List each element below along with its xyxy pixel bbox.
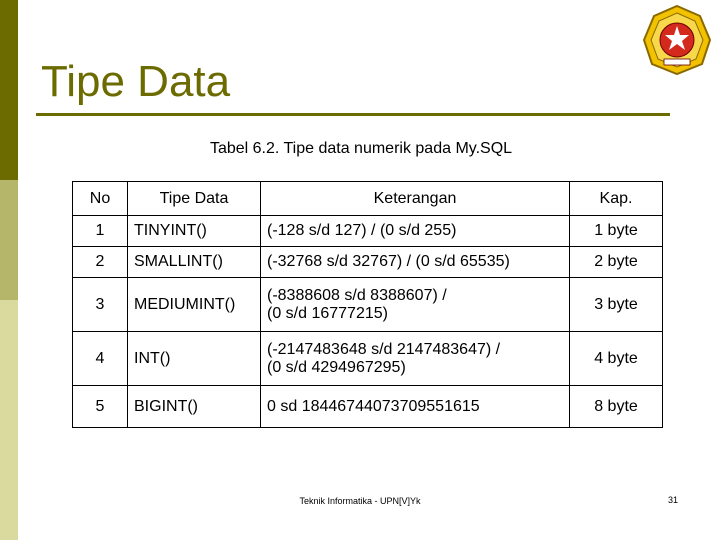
cell-capacity: 2 byte (570, 247, 663, 278)
header-type: Tipe Data (128, 182, 261, 216)
cell-description-line-1: (-2147483648 s/d 2147483647) / (267, 340, 501, 358)
numeric-type-table (72, 181, 663, 428)
cell-type: SMALLINT() (128, 247, 261, 278)
cell-no: 4 (73, 332, 128, 386)
table-row (73, 386, 663, 428)
table-row (73, 216, 663, 247)
cell-type: INT() (128, 332, 261, 386)
cell-description: 0 sd 18446744073709551615 (261, 386, 570, 428)
university-seal-icon (640, 4, 714, 76)
table-row (73, 247, 663, 278)
cell-type: MEDIUMINT() (128, 278, 261, 332)
cell-capacity: 3 byte (570, 278, 663, 332)
cell-no: 2 (73, 247, 128, 278)
header-description: Keterangan (261, 182, 570, 216)
title-underline (36, 113, 670, 116)
left-accent-bar-mid (0, 180, 18, 300)
cell-description (261, 278, 570, 332)
table-row (73, 278, 663, 332)
cell-capacity: 8 byte (570, 386, 663, 428)
cell-type: BIGINT() (128, 386, 261, 428)
slide-footer: Teknik Informatika - UPN[V]Yk (299, 496, 421, 506)
cell-description-line-2: (0 s/d 16777215) (267, 304, 388, 322)
table-header-row (73, 182, 663, 216)
cell-description-line-1: (-8388608 s/d 8388607) / (267, 286, 447, 304)
cell-description-line-2: (0 s/d 4294967295) (267, 358, 406, 376)
page-number: 31 (667, 495, 678, 505)
cell-no: 3 (73, 278, 128, 332)
table-row (73, 332, 663, 386)
table-caption: Tabel 6.2. Tipe data numerik pada My.SQL (209, 140, 513, 157)
cell-description: (-32768 s/d 32767) / (0 s/d 65535) (261, 247, 570, 278)
cell-capacity: 4 byte (570, 332, 663, 386)
cell-no: 5 (73, 386, 128, 428)
cell-type: TINYINT() (128, 216, 261, 247)
cell-description (261, 332, 570, 386)
cell-description: (-128 s/d 127) / (0 s/d 255) (261, 216, 570, 247)
header-capacity: Kap. (570, 182, 663, 216)
cell-no: 1 (73, 216, 128, 247)
header-no: No (73, 182, 128, 216)
cell-capacity: 1 byte (570, 216, 663, 247)
slide-title: Tipe Data (41, 57, 231, 106)
